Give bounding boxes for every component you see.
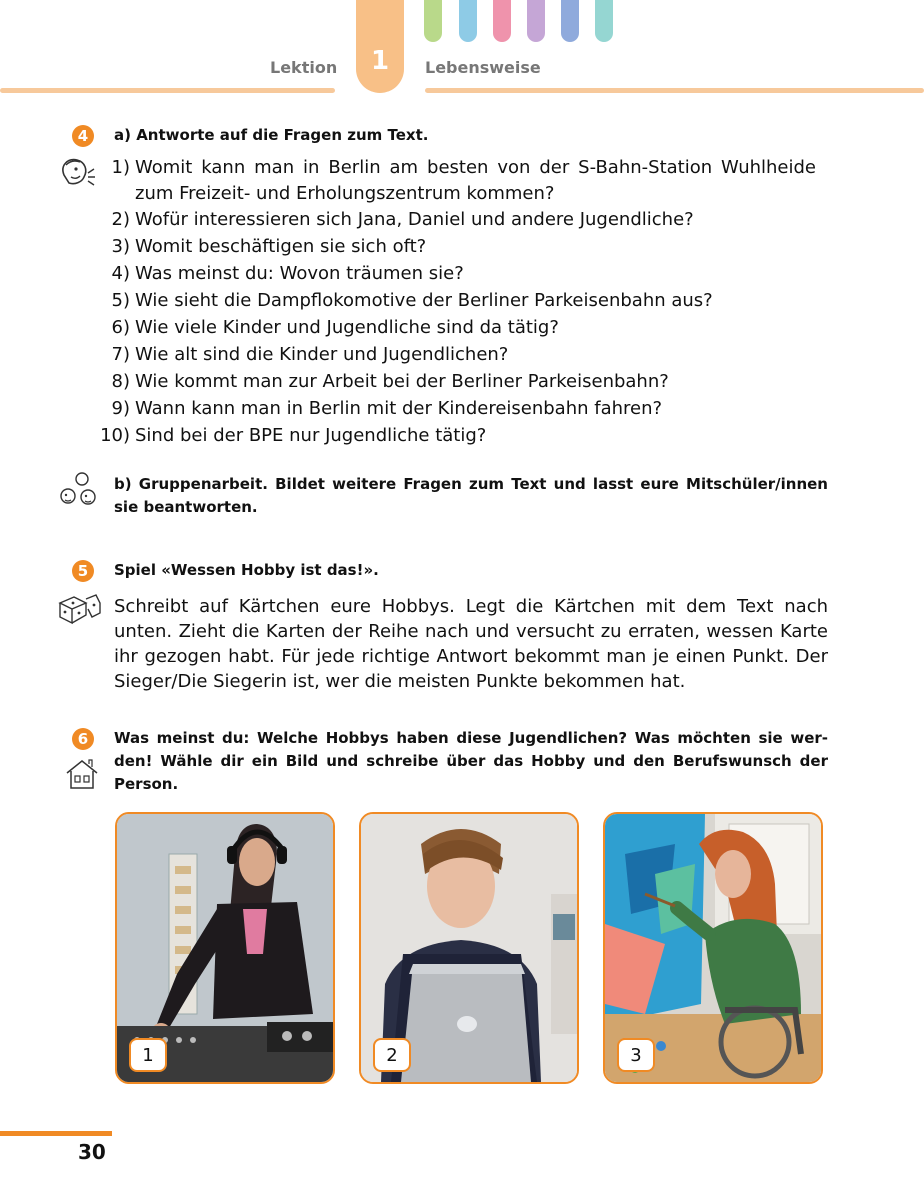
- color-pill-2: [459, 0, 477, 42]
- exercise-5-title: Spiel «Wessen Hobby ist das!».: [114, 561, 379, 579]
- exercise-4-number: 4: [72, 125, 94, 147]
- header-topic: Lebensweise: [425, 58, 541, 77]
- photo-label-2: 2: [373, 1038, 411, 1072]
- photo-label-3: 3: [617, 1038, 655, 1072]
- question-3: 3) Womit beschäftigen sie sich oft?: [111, 236, 427, 257]
- photo-dj: [115, 812, 335, 1084]
- lesson-number: 1: [370, 46, 390, 76]
- header-line-left: [0, 88, 335, 93]
- color-pill-6: [595, 0, 613, 42]
- page-number: 30: [78, 1140, 106, 1164]
- question-2: 2) Wofür interessieren sich Jana, Daniel und andere Jugendliche?: [111, 209, 694, 230]
- header-lektion: Lektion: [270, 58, 338, 77]
- color-pill-5: [561, 0, 579, 42]
- photo-laptop: [359, 812, 579, 1084]
- question-1: 1) Womit kann man in Berlin am besten von der S-Bahn-Station Wuhlheide: [111, 157, 817, 178]
- question-10: 10) Sind bei der BPE nur Jugendliche tätig?: [100, 425, 487, 446]
- question-9: 9) Wann kann man in Berlin mit der Kindereisenbahn fahren?: [111, 398, 663, 419]
- dice-icon: [56, 591, 102, 627]
- talking-heads-icon: [58, 155, 102, 189]
- footer-line: [0, 1131, 112, 1136]
- exercise-5-number: 5: [72, 560, 94, 582]
- header-line-right: [425, 88, 924, 93]
- color-pill-1: [424, 0, 442, 42]
- photo-painter: [603, 812, 823, 1084]
- color-pill-4: [527, 0, 545, 42]
- group-heads-icon: [56, 470, 102, 510]
- question-6: 6) Wie viele Kinder und Jugendliche sind da tätig?: [111, 317, 559, 338]
- exercise-6-task: Was meinst du: Welche Hobbys haben diese Jugendlichen? Was möchten sie wer-den! Wähle dir ein Bild und schreibe über das Hobby und den Berufswunsch der Person.: [114, 729, 828, 793]
- question-8: 8) Wie kommt man zur Arbeit bei der Berliner Parkeisenbahn?: [111, 371, 669, 392]
- question-4: 4) Was meinst du: Wovon träumen sie?: [111, 263, 464, 284]
- question-1-cont: zum Freizeit- und Erholungszentrum kommen?: [135, 183, 555, 204]
- question-7: 7) Wie alt sind die Kinder und Jugendlichen?: [111, 344, 509, 365]
- exercise-6-number: 6: [72, 728, 94, 750]
- exercise-4b-task: b) Gruppenarbeit. Bildet weitere Fragen zum Text und lasst eure Mitschüler/innen sie beantworten.: [114, 475, 828, 516]
- exercise-5-text: Schreibt auf Kärtchen eure Hobbys. Legt die Kärtchen mit dem Text nach unten. Zieht die Karten der Reihe nach und versucht zu erraten, wessen Karte ihr gezogen habt. Für jede richtige Antwort bekommt man je einen Punkt. Der Sieger/Die Siegerin ist, wer die meisten Punkte bekommen hat.: [114, 596, 828, 692]
- color-pill-3: [493, 0, 511, 42]
- photo-label-1: 1: [129, 1038, 167, 1072]
- question-5: 5) Wie sieht die Dampflokomotive der Berliner Parkeisenbahn aus?: [111, 290, 713, 311]
- exercise-4a-title: a) Antworte auf die Fragen zum Text.: [114, 126, 429, 144]
- house-icon: [64, 757, 100, 791]
